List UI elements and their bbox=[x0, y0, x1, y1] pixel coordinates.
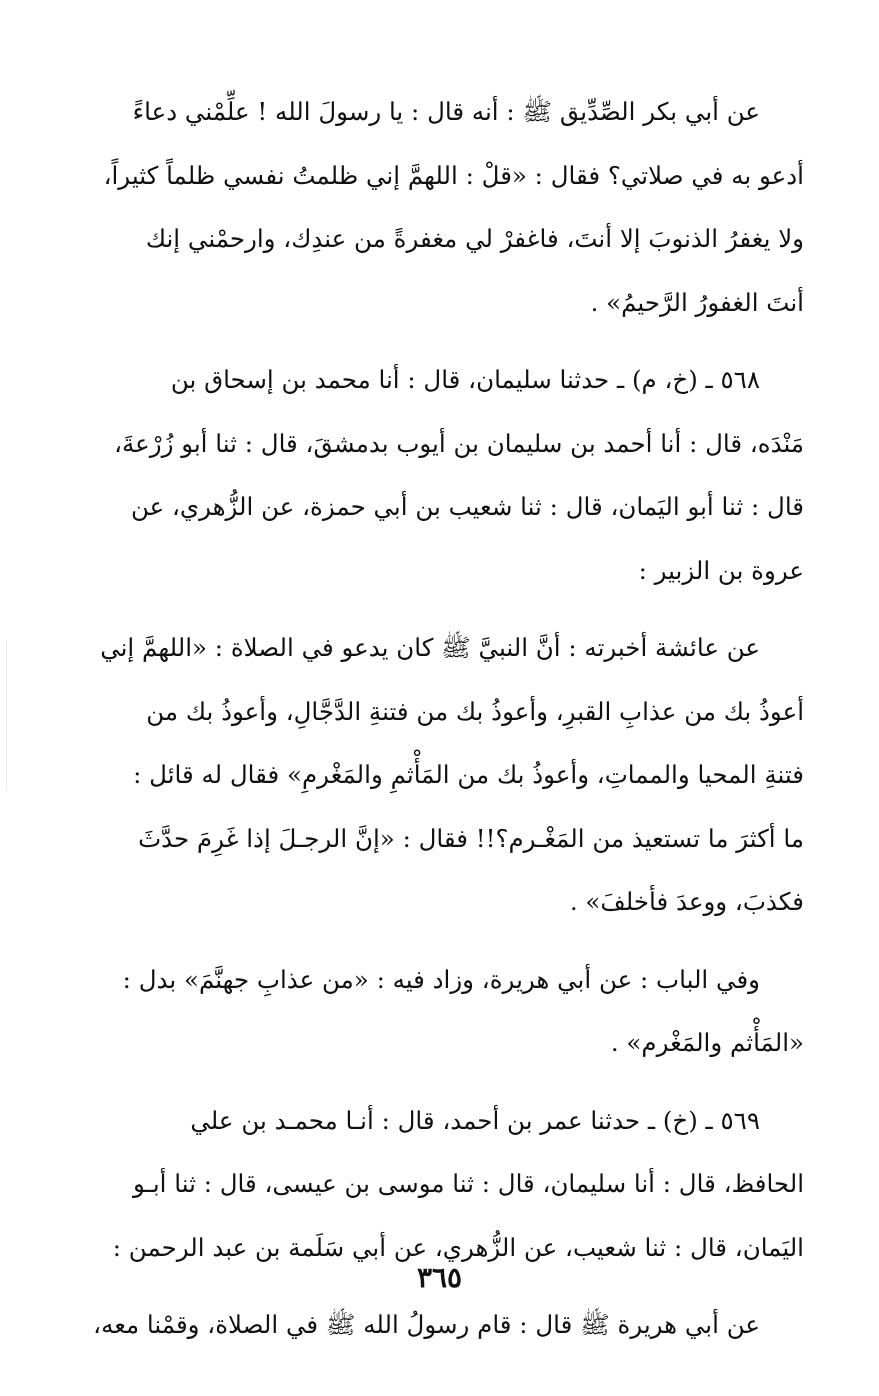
text-line: أنتَ الغفورُ الرَّحيمُ» . bbox=[590, 287, 804, 317]
text-line: مَنْدَه، قال : أنا أحمد بن سليمان بن أيوب بدمشقَ، قال : ثنا أبو زُرْعةَ، bbox=[114, 428, 804, 458]
page-number: ٣٦٥ bbox=[416, 1261, 463, 1294]
text-line: ٥٦٨ ـ (خ، م) ـ حدثنا سليمان، قال : أنا محمد بن إسحاق بن bbox=[170, 365, 760, 394]
text-line: «المَأْثم والمَغْرم» . bbox=[610, 1028, 804, 1057]
paragraph-hadith-568-matn bbox=[88, 616, 804, 934]
text-line: ولا يغفرُ الذنوبَ إلا أنتَ، فاغفرْ لي مغفرةً من عندِك، وارحمْني إنك bbox=[145, 224, 804, 253]
text-line: اليَمان، قال : ثنا شعيب، عن الزُّهري، عن أبي سَلَمة بن عبد الرحمن : bbox=[112, 1232, 804, 1262]
text-line: ٥٦٩ ـ (خ) ـ حدثنا عمر بن أحمد، قال : أنـا محمـد بن علي bbox=[190, 1105, 760, 1135]
text-line: الحافظ، قال : أنا سليمان، قال : ثنا موسى بن عيسى، قال : ثنا أبـو bbox=[132, 1169, 804, 1198]
paragraph-hadith-569-isnad bbox=[88, 1089, 804, 1280]
text-line: عن أبي هريرة ﷺ قال : قام رسولُ الله ﷺ في الصلاة، وقمْنا معه، bbox=[93, 1310, 760, 1339]
text-line: فكذبَ، ووعدَ فأخلفَ» . bbox=[569, 887, 804, 916]
text-line: عن أبي بكر الصِّدِّيق ﷺ : أنه قال : يا رسولَ الله ! علِّمْني دعاءً bbox=[132, 97, 760, 126]
paragraph-hadith-569-matn bbox=[88, 1293, 804, 1357]
text-line: عن عائشة أخبرته : أنَّ النبيَّ ﷺ كان يدعو في الصلاة : «اللهمَّ إني bbox=[100, 633, 760, 662]
text-line: عروة بن الزبير : bbox=[638, 555, 804, 585]
text-line: قال : ثنا أبو اليَمان، قال : ثنا شعيب بن أبي حمزة، عن الزُّهري، عن bbox=[130, 492, 804, 521]
text-line: ما أكثرَ ما تستعيذ من المَغْـرم؟!! فقال : «إنَّ الرجـلَ إذا غَرِمَ حدَّثَ bbox=[138, 823, 804, 853]
text-line: أعوذُ بك من عذابِ القبرِ، وأعوذُ بك من فتنةِ الدَّجَّالِ، وأعوذُ بك من bbox=[146, 696, 804, 726]
paragraph-hadith-568-isnad bbox=[88, 348, 804, 602]
paragraph-bab-note bbox=[88, 948, 804, 1075]
text-line: أدعو به في صلاتي؟ فقال : «قلْ : اللهمَّ إني ظلمتُ نفسي ظلماً كثيراً، bbox=[103, 160, 804, 190]
scan-margin-line bbox=[6, 640, 7, 790]
text-line: وفي الباب : عن أبي هريرة، وزاد فيه : «من عذابِ جهنَّمَ» بدل : bbox=[122, 964, 760, 994]
page-body bbox=[88, 80, 804, 1371]
text-line: فتنةِ المحيا والمماتِ، وأعوذُ بك من المَأْثمِ والمَغْرمِ» فقال له قائل : bbox=[133, 760, 804, 789]
paragraph-hadith-567-matn bbox=[88, 80, 804, 334]
